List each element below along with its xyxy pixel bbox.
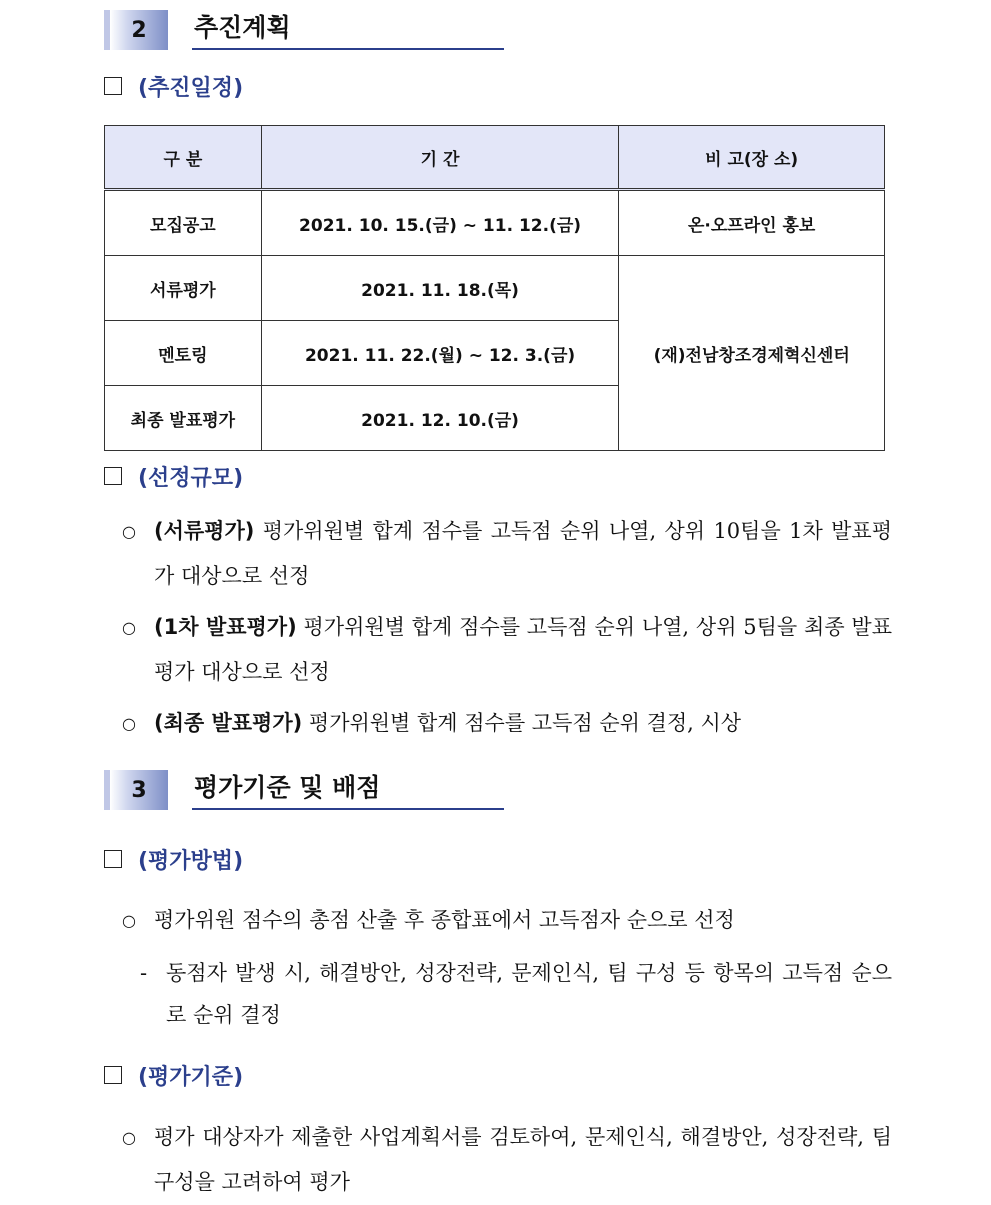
method-heading-text: (평가방법): [138, 848, 244, 874]
row-period: 2021. 11. 18.(목): [261, 256, 619, 321]
method-item-text: 평가위원 점수의 총점 산출 후 종합표에서 고득점자 순으로 선정: [154, 908, 735, 932]
section-2-header: [104, 4, 504, 52]
item-text: 평가위원별 합계 점수를 고득점 순위 나열, 상위 10팀을 1차 발표평가 대상으로 선정: [154, 519, 892, 588]
section-number: 3: [104, 770, 168, 810]
item-lead: (서류평가): [154, 519, 255, 543]
checkbox-icon: [104, 467, 122, 485]
item-text: 평가위원별 합계 점수를 고득점 순위 나열, 상위 5팀을 최종 발표평가 대상으로 선정: [154, 615, 892, 684]
method-sub-text: 동점자 발생 시, 해결방안, 성장전략, 문제인식, 팀 구성 등 항목의 고득점 순으로 순위 결정: [166, 961, 892, 1027]
selection-item-1: [122, 509, 892, 599]
row-note: 온·오프라인 홍보: [619, 190, 885, 256]
header-note: 비 고(장 소): [619, 126, 885, 190]
section-number: 2: [104, 10, 168, 50]
header-period: 기 간: [261, 126, 619, 190]
row-label: 모집공고: [105, 190, 262, 256]
row-label: 최종 발표평가: [105, 386, 262, 451]
circle-bullet-icon: ○: [122, 714, 136, 733]
checkbox-icon: [104, 1066, 122, 1084]
row-period: 2021. 12. 10.(금): [261, 386, 619, 451]
selection-item-2: [122, 605, 892, 695]
selection-item-3: [122, 701, 892, 746]
criteria-heading-text: (평가기준): [138, 1064, 244, 1090]
table-row: [105, 190, 885, 256]
criteria-item: [122, 1115, 892, 1205]
circle-bullet-icon: ○: [122, 1128, 136, 1147]
circle-bullet-icon: ○: [122, 911, 136, 930]
method-heading: [104, 843, 243, 875]
schedule-table: [104, 125, 885, 451]
schedule-heading-text: (추진일정): [138, 75, 244, 101]
row-label: 서류평가: [105, 256, 262, 321]
item-lead: (최종 발표평가): [154, 711, 303, 735]
item-lead: (1차 발표평가): [154, 615, 297, 639]
table-row: [105, 256, 885, 321]
table-header-row: [105, 126, 885, 190]
checkbox-icon: [104, 850, 122, 868]
row-period: 2021. 10. 15.(금) ~ 11. 12.(금): [261, 190, 619, 256]
item-text: 평가위원별 합계 점수를 고득점 순위 결정, 시상: [302, 711, 742, 735]
circle-bullet-icon: ○: [122, 522, 136, 541]
section-3-header: [104, 764, 504, 812]
row-period: 2021. 11. 22.(월) ~ 12. 3.(금): [261, 321, 619, 386]
section-title: 평가기준 및 배점: [192, 770, 504, 810]
section-title: 추진계획: [192, 10, 504, 50]
row-label: 멘토링: [105, 321, 262, 386]
schedule-heading: [104, 70, 243, 102]
criteria-heading: [104, 1059, 243, 1091]
method-sub-item: [140, 952, 892, 1036]
selection-heading-text: (선정규모): [138, 465, 244, 491]
header-category: 구 분: [105, 126, 262, 190]
checkbox-icon: [104, 77, 122, 95]
merged-note: (재)전남창조경제혁신센터: [619, 256, 885, 451]
dash-bullet-icon: -: [140, 961, 148, 985]
selection-heading: [104, 460, 243, 492]
criteria-item-text: 평가 대상자가 제출한 사업계획서를 검토하여, 문제인식, 해결방안, 성장전략, 팀 구성을 고려하여 평가: [154, 1125, 892, 1194]
circle-bullet-icon: ○: [122, 618, 136, 637]
method-item: [122, 898, 892, 943]
